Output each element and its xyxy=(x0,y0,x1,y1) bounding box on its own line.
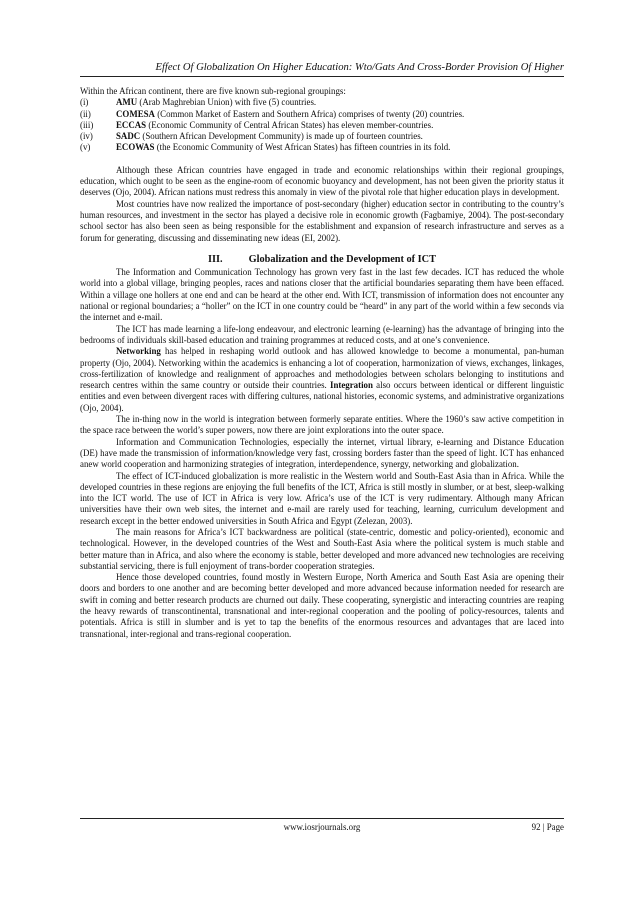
grouping-abbr: COMESA xyxy=(116,108,155,119)
running-header: Effect Of Globalization On Higher Education: Wto/Gats And Cross-Border Provision Of Higher xyxy=(80,62,564,77)
paragraph: Hence those developed countries, found mostly in Western Europe, North America and South East Asia are opening their doors and borders to one another and are becoming better developed and more advanced because information needed for research are swift in coming and better research products are churned out daily. These cooperating, synergistic and interacting countries are reaping the heavy rewards of transcontinental, transnational and inter-regional cooperation and the pooling of policy-resources, talents and potentials. Africa is still in slumber and is yet to tap the benefits of the enormous resources and advantages that are laced into transnational, inter-regional and trans-regional cooperation. xyxy=(80,572,564,639)
intro-text: Within the African continent, there are five known sub-regional groupings: xyxy=(80,86,346,96)
list-item xyxy=(80,120,564,131)
page-body xyxy=(80,86,564,640)
grouping-desc: (Common Market of Eastern and Southern Africa) comprises of twenty (20) countries. xyxy=(154,108,465,119)
page-footer xyxy=(80,818,564,832)
list-number: (iv) xyxy=(80,131,93,142)
list-number: (i) xyxy=(80,97,89,108)
grouping-desc: (Economic Community of Central African States) has eleven member-countries. xyxy=(146,119,434,130)
list-number: (iii) xyxy=(80,119,94,130)
paragraph: The main reasons for Africa’s ICT backwardness are political (state-centric, domestic and policy-oriented), economic and technological. However, in the developed countries of the West and South-East Asia where the political system is much stable and better mature than in Africa, and also where the economy is stable, better developed and more advanced new technologies are receiving substantial servicing, there is full enjoyment of trans-border cooperation strategies. xyxy=(80,526,564,571)
page-number: 92 | Page xyxy=(531,822,564,832)
paragraph: Although these African countries have engaged in trade and economic relationships within their regional groupings, education, which ought to be seen as the engine-room of economic buoyancy and development, has not been given the priority status it deserves (Ojo, 2004). African nations must redress this anomaly in view of the pivotal role that higher education plays in development. xyxy=(80,164,564,198)
grouping-desc: (Southern African Development Community) is made up of fourteen countries. xyxy=(140,131,423,142)
paragraph: The effect of ICT-induced globalization is more realistic in the Western world and South-East Asia than in Africa. While the developed countries in these regions are enjoying the full benefits of the ICT, Africa is still mostly in slumber, or at best, sleep-walking into the ICT world. The use of ICT in Africa is very low. Africa’s use of the ICT is very rudimentary. Although many African universities have their own web sites, the internet and e-mail are rarely used for teaching, learning, curriculum development and research except in the better endowed universities in South Africa and Egypt (Zelezan, 2003). xyxy=(80,470,564,526)
paragraph: The in-thing now in the world is integration between formerly separate entities. Where the 1960’s saw active competition in the space race between the world’s super powers, now there are joint explorations into the outer space. xyxy=(80,414,564,436)
list-item xyxy=(80,109,564,120)
paragraph: Information and Communication Technologies, especially the internet, virtual library, e-learning and Distance Education (DE) have made the transmission of information/knowledge very fast, crossing borders faster than the speed of light. ICT has enhanced anew world cooperation and harmonizing strategies of integration, interdependence, synergy, networking and globalization. xyxy=(80,436,564,470)
paragraph: Most countries have now realized the importance of post-secondary (higher) education sector in contributing to the country’s human resources, and investment in the sector has played a decisive role in economic growth (Fagbamiye, 2004). The post-secondary school sector has also been seen as being responsible for the establishment and expansion of research infrastructure and serves as a forum for generating, discussing and disseminating new ideas (EI, 2002). xyxy=(80,198,564,243)
section-number: III. xyxy=(208,253,223,265)
grouping-list xyxy=(80,97,564,153)
paragraph: The ICT has made learning a life-long endeavour, and electronic learning (e-learning) has the advantage of bringing into the bedrooms of individuals skill-based education and training programmes at reduced costs, and at one’s convenience. xyxy=(80,323,564,345)
journal-url: www.iosrjournals.org xyxy=(283,822,361,832)
paragraph: The Information and Communication Technology has grown very fast in the last few decades. ICT has reduced the whole world into a global village, bringing peoples, races and nations closer that the artificial boundaries separating them have been effaced. Within a village one hollers at one end and can be heard at the other end. With ICT, transmission of information does not encounter any national or regional boundaries; a “holler” on the ICT in one country could be “heard” in any part of the world within a few seconds via the internet and e-mail. xyxy=(80,267,564,323)
list-item xyxy=(80,131,564,142)
grouping-abbr: ECOWAS xyxy=(116,142,155,153)
term-networking: Networking xyxy=(116,346,161,357)
grouping-abbr: ECCAS xyxy=(116,119,147,130)
list-number: (ii) xyxy=(80,108,91,119)
grouping-abbr: AMU xyxy=(116,97,138,108)
grouping-abbr: SADC xyxy=(116,131,141,142)
paragraph: Networking has helped in reshaping world outlook and has allowed knowledge to become a monumental, pan-human property (Ojo, 2004). Networking within the academics is enhancing a lot of cooperation, harmonization of views, exchanges, linkages, cross-fertilization of knowledge and realignment of approaches and methodologies between scholars belonging to institutions and research centres within the same country or outside their countries. Integration also occurs between identical or different linguistic entities and even between divergent races with differing cultures, national histories, economic systems, and administrative organizations (Ojo, 2004). xyxy=(80,346,565,413)
section-heading xyxy=(80,254,564,265)
term-integration: Integration xyxy=(330,380,373,391)
list-item xyxy=(80,142,564,153)
list-number: (v) xyxy=(80,142,91,153)
list-item xyxy=(80,97,564,108)
grouping-desc: (Arab Maghrebian Union) with five (5) countries. xyxy=(137,97,317,108)
section-title: Globalization and the Development of ICT xyxy=(248,253,436,265)
grouping-desc: (the Economic Community of West African States) has fifteen countries in its fold. xyxy=(154,142,451,153)
